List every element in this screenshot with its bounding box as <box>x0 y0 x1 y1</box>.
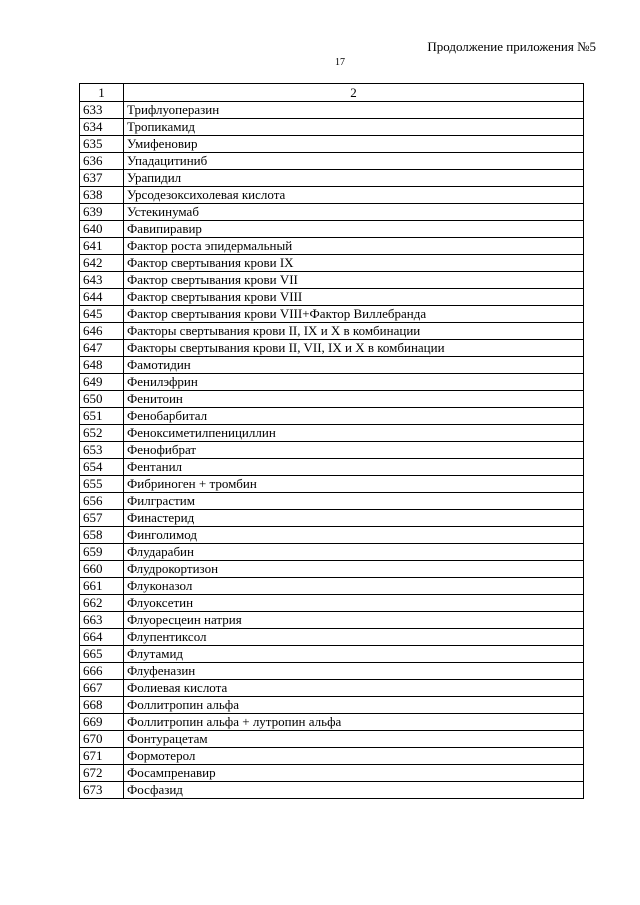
medication-name: Флупентиксол <box>124 629 584 646</box>
row-number: 645 <box>80 306 124 323</box>
row-number: 639 <box>80 204 124 221</box>
row-number: 633 <box>80 102 124 119</box>
table-row <box>80 561 584 578</box>
medication-name: Фолиевая кислота <box>124 680 584 697</box>
table-row <box>80 102 584 119</box>
row-number: 651 <box>80 408 124 425</box>
table-row <box>80 782 584 799</box>
medication-name: Фоллитропин альфа + лутропин альфа <box>124 714 584 731</box>
table-row <box>80 374 584 391</box>
table-row <box>80 153 584 170</box>
medication-name: Фибриноген + тромбин <box>124 476 584 493</box>
table-row <box>80 119 584 136</box>
table-header-row <box>80 84 584 102</box>
table-row <box>80 731 584 748</box>
medication-name: Фенофибрат <box>124 442 584 459</box>
medication-name: Флуконазол <box>124 578 584 595</box>
row-number: 659 <box>80 544 124 561</box>
row-number: 660 <box>80 561 124 578</box>
medication-name: Факторы свертывания крови II, VII, IX и X в комбинации <box>124 340 584 357</box>
table-row <box>80 476 584 493</box>
medication-name: Филграстим <box>124 493 584 510</box>
medication-name: Фактор роста эпидермальный <box>124 238 584 255</box>
table-row <box>80 170 584 187</box>
table-row <box>80 663 584 680</box>
medication-name: Устекинумаб <box>124 204 584 221</box>
table-row <box>80 459 584 476</box>
row-number: 664 <box>80 629 124 646</box>
table-row <box>80 323 584 340</box>
row-number: 641 <box>80 238 124 255</box>
table-row <box>80 714 584 731</box>
table-header <box>80 84 584 102</box>
row-number: 636 <box>80 153 124 170</box>
row-number: 635 <box>80 136 124 153</box>
table-row <box>80 425 584 442</box>
row-number: 657 <box>80 510 124 527</box>
table-row <box>80 187 584 204</box>
row-number: 666 <box>80 663 124 680</box>
row-number: 647 <box>80 340 124 357</box>
medication-name: Трифлуоперазин <box>124 102 584 119</box>
row-number: 668 <box>80 697 124 714</box>
medication-name: Урсодезоксихолевая кислота <box>124 187 584 204</box>
medication-name: Флутамид <box>124 646 584 663</box>
column-header-name: 2 <box>124 84 584 102</box>
medication-name: Фосампренавир <box>124 765 584 782</box>
table-row <box>80 204 584 221</box>
medication-name: Фоллитропин альфа <box>124 697 584 714</box>
medication-name: Формотерол <box>124 748 584 765</box>
medication-name: Фенилэфрин <box>124 374 584 391</box>
table-row <box>80 629 584 646</box>
table-row <box>80 357 584 374</box>
table-row <box>80 510 584 527</box>
table-row <box>80 136 584 153</box>
row-number: 665 <box>80 646 124 663</box>
row-number: 650 <box>80 391 124 408</box>
medication-name: Флуоресцеин натрия <box>124 612 584 629</box>
row-number: 648 <box>80 357 124 374</box>
medication-name: Финастерид <box>124 510 584 527</box>
row-number: 654 <box>80 459 124 476</box>
row-number: 658 <box>80 527 124 544</box>
medication-name: Фонтурацетам <box>124 731 584 748</box>
table-row <box>80 408 584 425</box>
row-number: 652 <box>80 425 124 442</box>
table-row <box>80 493 584 510</box>
row-number: 662 <box>80 595 124 612</box>
row-number: 637 <box>80 170 124 187</box>
table-row <box>80 680 584 697</box>
medication-name: Фавипиравир <box>124 221 584 238</box>
row-number: 669 <box>80 714 124 731</box>
row-number: 671 <box>80 748 124 765</box>
table-row <box>80 612 584 629</box>
medication-name: Финголимод <box>124 527 584 544</box>
column-header-number: 1 <box>80 84 124 102</box>
table-body <box>80 102 584 799</box>
row-number: 642 <box>80 255 124 272</box>
row-number: 649 <box>80 374 124 391</box>
table-row <box>80 238 584 255</box>
table-row <box>80 272 584 289</box>
row-number: 661 <box>80 578 124 595</box>
medication-name: Флудрокортизон <box>124 561 584 578</box>
table-row <box>80 697 584 714</box>
medication-name: Фактор свертывания крови IX <box>124 255 584 272</box>
row-number: 643 <box>80 272 124 289</box>
medication-name: Фактор свертывания крови VII <box>124 272 584 289</box>
medication-name: Фактор свертывания крови VIII <box>124 289 584 306</box>
row-number: 655 <box>80 476 124 493</box>
row-number: 644 <box>80 289 124 306</box>
table-row <box>80 442 584 459</box>
table-row <box>80 646 584 663</box>
row-number: 634 <box>80 119 124 136</box>
medications-table <box>79 83 584 799</box>
table-row <box>80 289 584 306</box>
table-row <box>80 578 584 595</box>
medication-name: Фосфазид <box>124 782 584 799</box>
table-row <box>80 527 584 544</box>
medication-name: Флуфеназин <box>124 663 584 680</box>
table-row <box>80 391 584 408</box>
table-row <box>80 340 584 357</box>
table-row <box>80 748 584 765</box>
medication-name: Флударабин <box>124 544 584 561</box>
medication-name: Фенитоин <box>124 391 584 408</box>
table-row <box>80 306 584 323</box>
row-number: 673 <box>80 782 124 799</box>
medication-name: Фактор свертывания крови VIII+Фактор Виллебранда <box>124 306 584 323</box>
appendix-continuation-note: Продолжение приложения №5 <box>427 39 596 54</box>
medication-name: Фамотидин <box>124 357 584 374</box>
table-row <box>80 221 584 238</box>
table-row <box>80 595 584 612</box>
medication-name: Фенобарбитал <box>124 408 584 425</box>
row-number: 672 <box>80 765 124 782</box>
medication-name: Феноксиметилпенициллин <box>124 425 584 442</box>
medication-name: Умифеновир <box>124 136 584 153</box>
page-number: 17 <box>335 57 345 68</box>
row-number: 646 <box>80 323 124 340</box>
row-number: 640 <box>80 221 124 238</box>
row-number: 670 <box>80 731 124 748</box>
medication-name: Тропикамид <box>124 119 584 136</box>
table-row <box>80 544 584 561</box>
medication-name: Упадацитиниб <box>124 153 584 170</box>
medication-name: Факторы свертывания крови II, IX и X в комбинации <box>124 323 584 340</box>
row-number: 667 <box>80 680 124 697</box>
medication-name: Урапидил <box>124 170 584 187</box>
row-number: 653 <box>80 442 124 459</box>
row-number: 656 <box>80 493 124 510</box>
table-row <box>80 765 584 782</box>
row-number: 663 <box>80 612 124 629</box>
medication-name: Флуоксетин <box>124 595 584 612</box>
table-row <box>80 255 584 272</box>
medication-name: Фентанил <box>124 459 584 476</box>
row-number: 638 <box>80 187 124 204</box>
